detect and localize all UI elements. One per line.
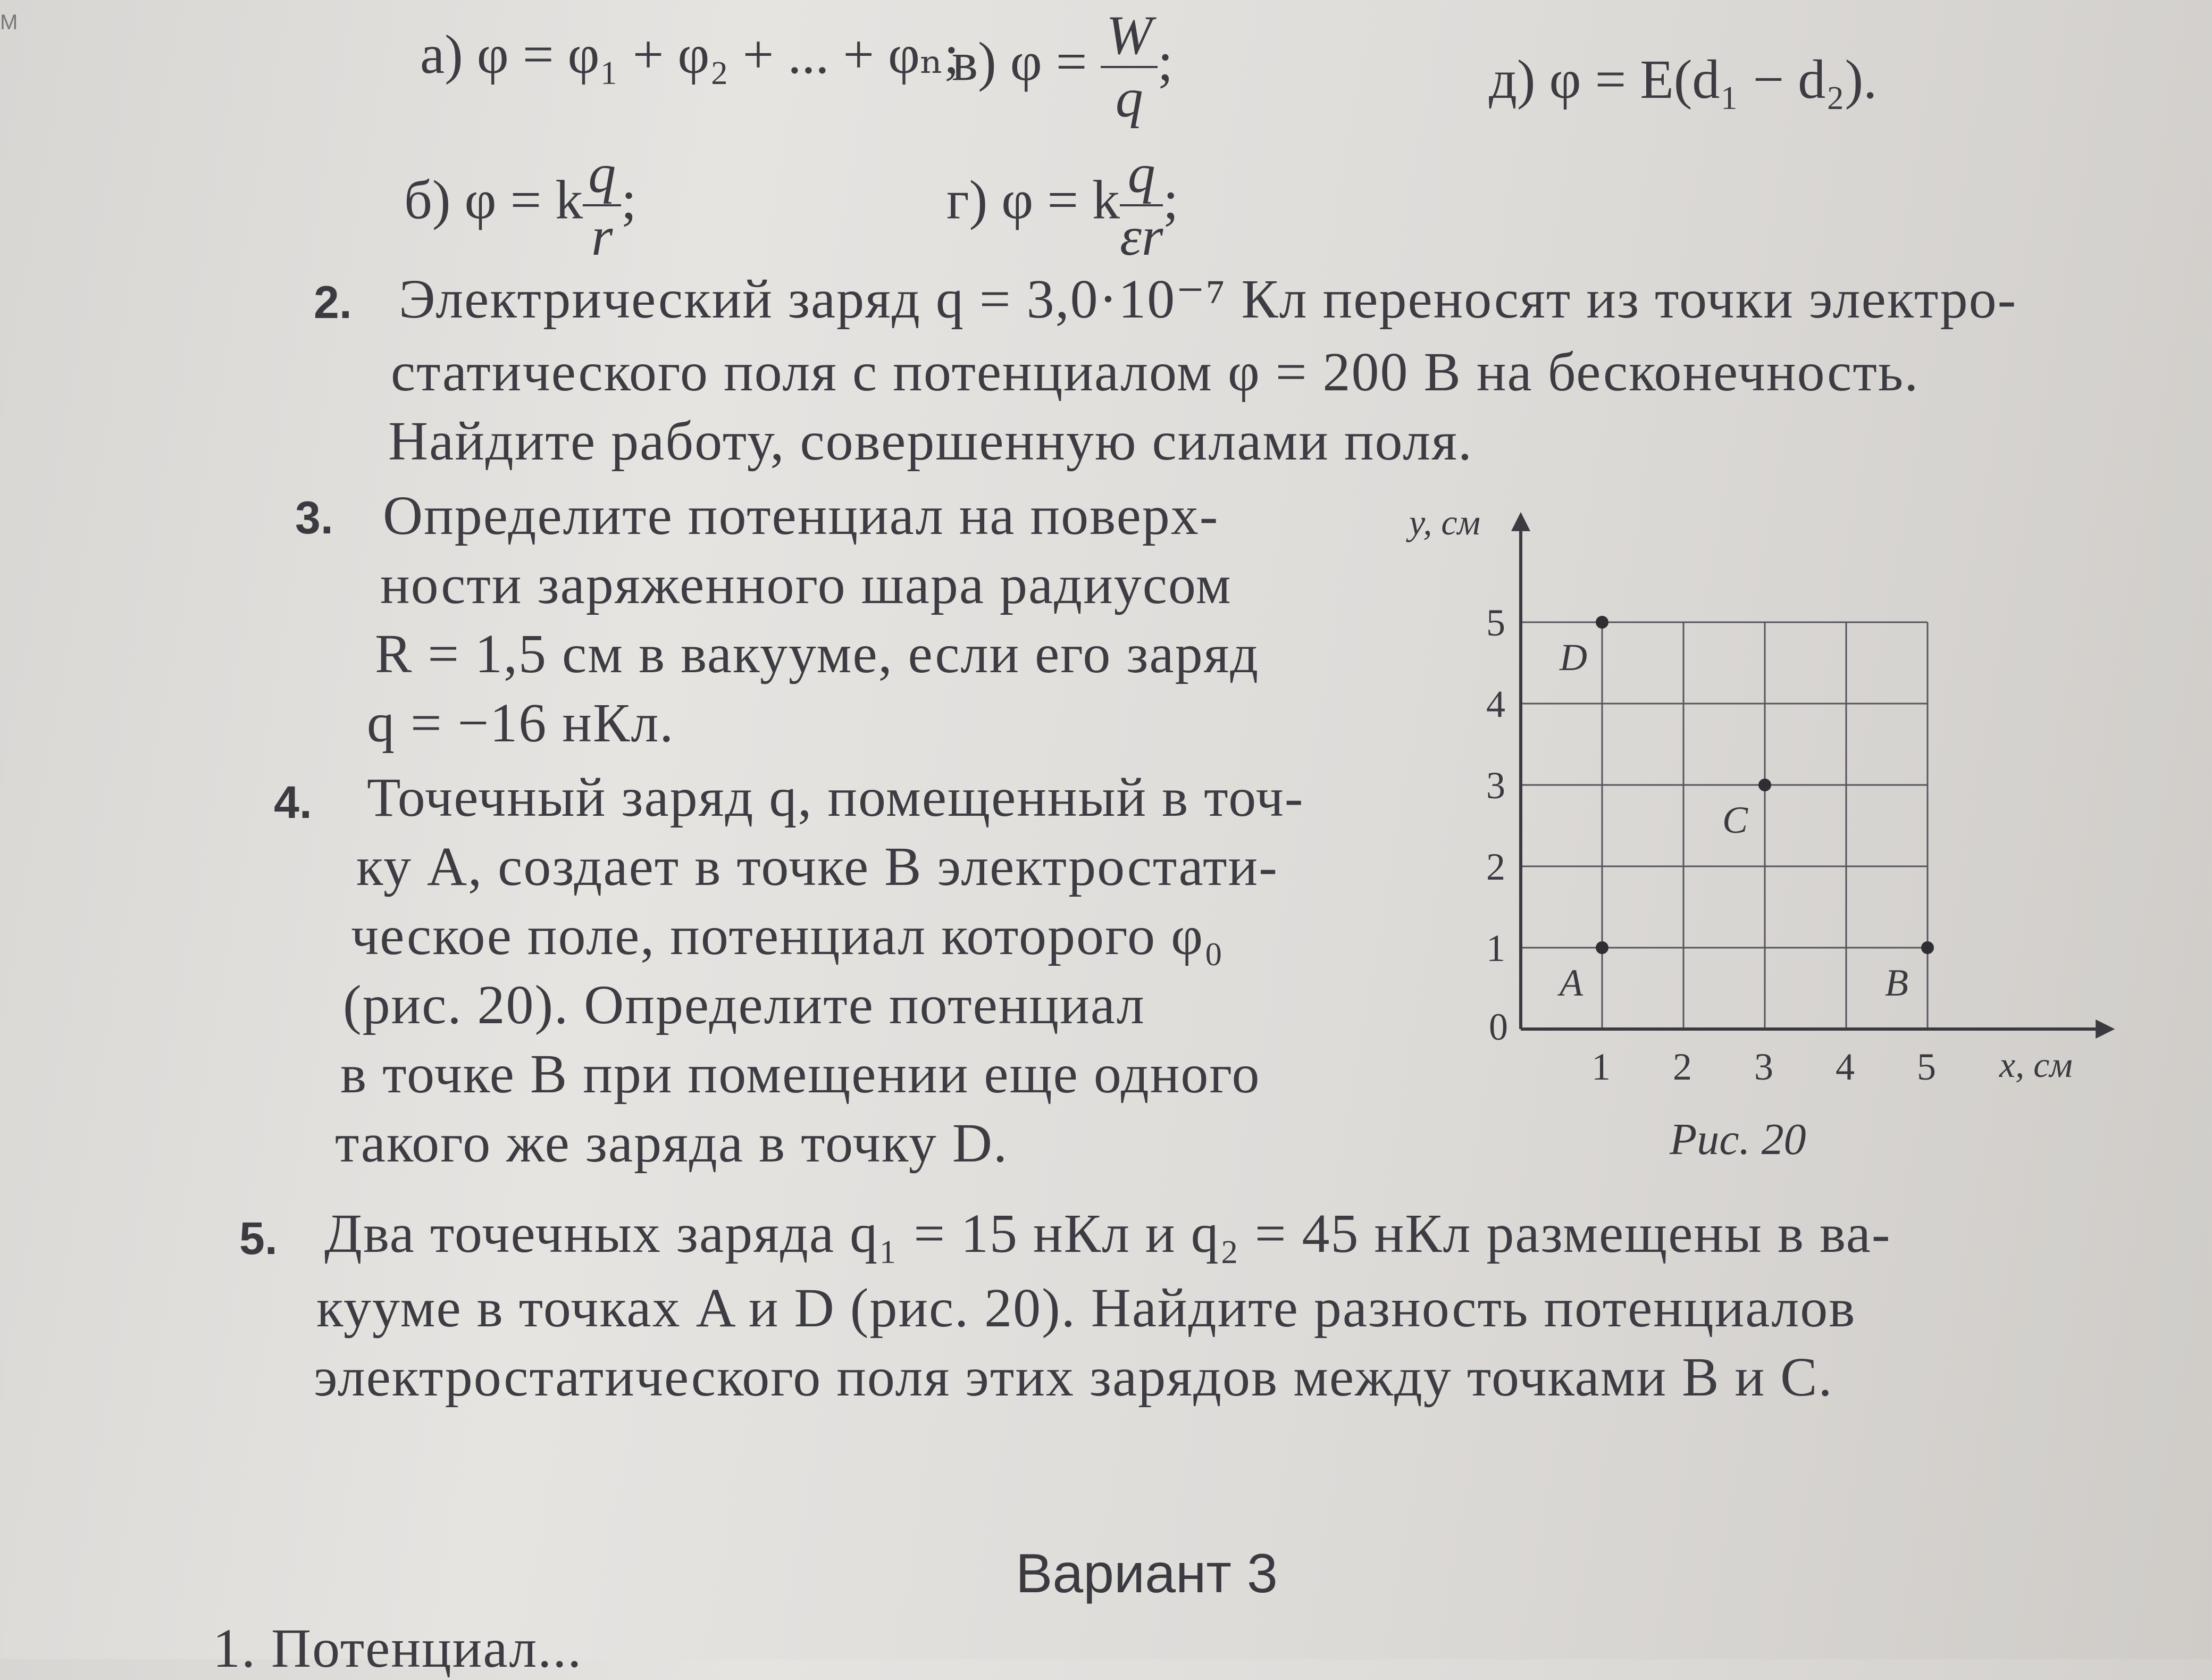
problem-4-line-4: (рис. 20). Определите потенциал [343, 974, 1145, 1035]
y-tick-label: 3 [1486, 764, 1505, 807]
point-label-c: C [1722, 799, 1748, 841]
option-b-suffix: ; [621, 169, 637, 231]
y-tick-label: 4 [1486, 683, 1505, 725]
option-g-numerator: q [1120, 144, 1163, 206]
problem-2-line-1: Электрический заряд q = 3,0·10⁻⁷ Кл переносят из точки электро- [399, 269, 2017, 330]
x-tick-label: 3 [1754, 1046, 1773, 1088]
point-a [1596, 941, 1608, 954]
option-g [946, 144, 1178, 268]
section-heading: Вариант 3 [1016, 1543, 1278, 1604]
option-v-fraction [1101, 5, 1158, 129]
option-b-numerator: q [583, 144, 621, 206]
option-g-fraction [1120, 144, 1163, 268]
x-axis-label: x, см [1999, 1044, 2073, 1085]
problem-2-line-3: Найдите работу, совершенную силами поля. [388, 411, 1473, 472]
problem-5-line-2: кууме в точках A и D (рис. 20). Найдите разность потенциалов [316, 1277, 1856, 1339]
figure-20 [1372, 500, 2127, 1159]
option-b-prefix: б) φ = k [404, 169, 583, 231]
x-tick-label: 5 [1917, 1046, 1936, 1088]
option-b-denominator: r [591, 206, 613, 268]
figure-ticks [1486, 601, 1936, 1088]
problem-3-line-4: q = −16 нКл. [367, 692, 675, 754]
option-v-prefix: в) φ = [952, 31, 1087, 93]
problem-4-line-3: ческое поле, потенциал которого φ₀ [351, 905, 1225, 966]
option-b-fraction [583, 144, 621, 268]
problem-3-line-2: ности заряженного шара радиусом [380, 554, 1232, 615]
y-tick-label: 1 [1486, 927, 1505, 969]
option-v [952, 5, 1173, 129]
problem-3-line-3: R = 1,5 см в вакууме, если его заряд [375, 623, 1260, 684]
option-v-numerator: W [1101, 5, 1158, 68]
option-g-suffix: ; [1163, 169, 1179, 231]
figure-caption: Рис. 20 [1670, 1115, 1806, 1159]
option-b [404, 144, 636, 268]
x-tick-label: 4 [1836, 1046, 1855, 1088]
option-v-denominator: q [1115, 68, 1143, 129]
problem-4-line-1: Точечный заряд q, помещенный в точ- [367, 767, 1304, 828]
problem-4-line-2: ку A, создает в точке B электростати- [356, 836, 1278, 897]
origin-label: 0 [1489, 1006, 1508, 1048]
problem-5-line-1: Два точечных заряда q₁ = 15 нКл и q₂ = 45 нКл размещены в ва- [324, 1203, 1891, 1264]
x-tick-label: 2 [1673, 1046, 1692, 1088]
problem-5-number: 5. [239, 1213, 278, 1264]
point-d [1596, 616, 1608, 629]
point-label-d: D [1560, 636, 1587, 679]
problem-3-line-1: Определите потенциал на поверх- [383, 485, 1219, 546]
y-tick-label: 5 [1486, 601, 1505, 644]
problem-2-number: 2. [314, 277, 352, 328]
problem-5-line-3: электростатического поля этих зарядов между точками B и C. [314, 1347, 1833, 1408]
point-label-b: B [1885, 962, 1908, 1004]
cut-off-line: 1. Потенциал... [213, 1618, 583, 1679]
figure-points [1557, 616, 1934, 1004]
option-g-prefix: г) φ = k [946, 169, 1120, 231]
x-tick-label: 1 [1591, 1046, 1611, 1088]
corner-mark: M [0, 11, 18, 34]
option-a: а) φ = φ₁ + φ₂ + ... + φₙ; [420, 24, 959, 85]
option-g-denominator: εr [1119, 206, 1163, 268]
problem-4-line-6: такого же заряда в точку D. [335, 1113, 1008, 1174]
problem-4-number: 4. [274, 777, 312, 828]
point-b [1921, 941, 1934, 954]
y-tick-label: 2 [1486, 846, 1505, 888]
option-d: д) φ = E(d₁ − d₂). [1489, 49, 1878, 110]
option-v-suffix: ; [1158, 31, 1173, 93]
y-axis-label: y, см [1409, 502, 1481, 542]
problem-2-line-2: статического поля с потенциалом φ = 200 В на бесконечность. [391, 341, 1920, 403]
point-c [1758, 779, 1771, 791]
point-label-a: A [1560, 962, 1583, 1004]
problem-4-line-5: в точке B при помещении еще одного [340, 1043, 1261, 1105]
problem-3-number: 3. [295, 492, 333, 544]
